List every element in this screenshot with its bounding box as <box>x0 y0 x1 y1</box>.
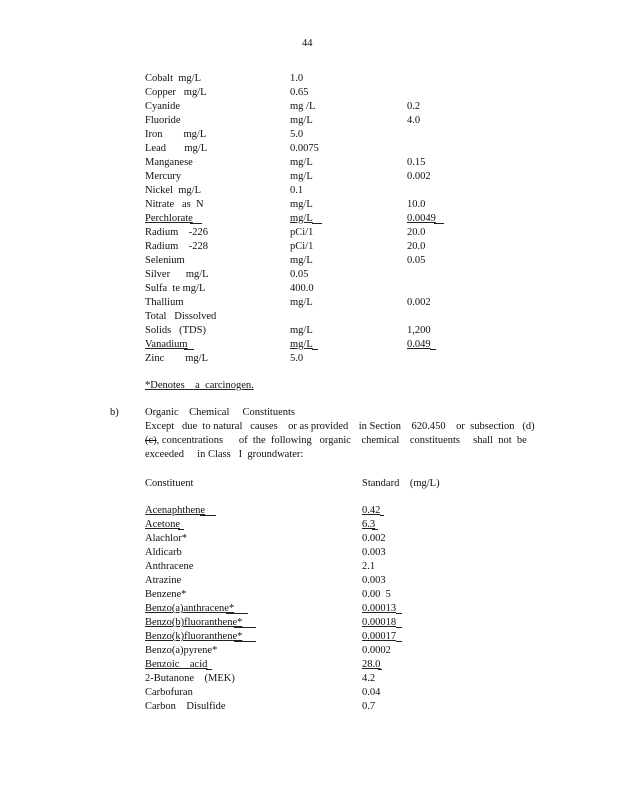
constituent-name: Atrazine <box>145 575 182 586</box>
constituent-name: Aldicarb <box>145 547 182 558</box>
table-row <box>0 644 618 658</box>
constituent-name: Mercury <box>145 171 182 182</box>
constituent-name: Sulfa te mg/L <box>145 283 206 294</box>
underline-rule <box>378 669 382 670</box>
underline-rule <box>396 627 402 628</box>
constituent-unit: 400.0 <box>290 283 314 294</box>
table-row <box>0 100 618 114</box>
table-row <box>0 338 618 352</box>
constituent-standard: 0.002 <box>362 533 386 544</box>
constituent-unit: 0.0075 <box>290 143 319 154</box>
constituent-standard: 0.003 <box>362 547 386 558</box>
constituent-unit: mg/L <box>290 199 313 210</box>
constituent-standard: 4.2 <box>362 673 376 684</box>
table-row <box>0 560 618 574</box>
constituent-standard: 20.0 <box>407 227 426 238</box>
table-row <box>0 546 618 560</box>
constituent-name: 2-Butanone (MEK) <box>145 673 235 684</box>
underline-rule <box>396 641 402 642</box>
constituent-unit: mg/L <box>290 339 313 350</box>
paragraph-line: Except due to natural causes or as provided in Section 620.450 or subsection (d) <box>145 421 535 432</box>
constituent-standard: 0.0049 <box>407 213 436 224</box>
constituent-unit: mg/L <box>290 213 313 224</box>
table-row <box>0 532 618 546</box>
table-row <box>0 296 618 310</box>
constituent-name: Vanadium <box>145 339 188 350</box>
table-row <box>0 672 618 686</box>
table-row <box>0 574 618 588</box>
constituent-unit: pCi/1 <box>290 227 314 238</box>
table-row <box>0 142 618 156</box>
constituent-unit: mg/L <box>290 171 313 182</box>
constituent-standard: 0.00018 <box>362 617 397 628</box>
constituent-name: Silver mg/L <box>145 269 209 280</box>
constituent-name: Carbon Disulfide <box>145 701 226 712</box>
underline-rule <box>184 349 194 350</box>
constituent-standard: 4.0 <box>407 115 421 126</box>
underline-rule <box>200 515 216 516</box>
constituent-name: Nitrate as N <box>145 199 204 210</box>
constituent-name: Total Dissolved <box>145 311 217 322</box>
constituent-name: Perchlorate <box>145 213 193 224</box>
constituent-name: Solids (TDS) <box>145 325 206 336</box>
table-row <box>0 602 618 616</box>
constituent-name: Benzo(a)pyrene* <box>145 645 218 656</box>
table-row <box>0 686 618 700</box>
page-number: 44 <box>302 38 313 49</box>
constituent-standard: 0.04 <box>362 687 381 698</box>
constituent-unit: 1.0 <box>290 73 304 84</box>
constituent-name: Benzene* <box>145 589 187 600</box>
constituent-standard: 28.0 <box>362 659 381 670</box>
constituent-standard: 6.3 <box>362 519 376 530</box>
constituent-standard: 0.7 <box>362 701 376 712</box>
constituent-name: Selenium <box>145 255 185 266</box>
constituent-standard: 0.05 <box>407 255 426 266</box>
underline-rule <box>190 223 202 224</box>
constituent-name: Radium -226 <box>145 227 208 238</box>
constituent-name: Benzo(b)fluoranthene* <box>145 617 243 628</box>
underline-rule <box>434 223 444 224</box>
section-label: b) <box>110 407 119 418</box>
underline-rule <box>380 515 384 516</box>
underline-rule <box>372 529 378 530</box>
underline-rule <box>206 669 212 670</box>
underline-rule <box>226 613 248 614</box>
table-row <box>0 212 618 226</box>
column-header-constituent: Constituent <box>145 478 194 489</box>
underline-rule <box>234 641 256 642</box>
constituent-name: Cyanide <box>145 101 180 112</box>
table-row <box>0 254 618 268</box>
section-heading: Organic Chemical Constituents <box>145 407 295 418</box>
table-row <box>0 518 618 532</box>
table-row <box>0 310 618 324</box>
constituent-unit: 0.05 <box>290 269 309 280</box>
table-row <box>0 268 618 282</box>
constituent-unit: 5.0 <box>290 353 304 364</box>
table-row <box>0 352 618 366</box>
table-row <box>0 184 618 198</box>
constituent-name: Manganese <box>145 157 193 168</box>
underline-rule <box>178 529 184 530</box>
constituent-standard: 0.42 <box>362 505 381 516</box>
constituent-name: Benzoic acid <box>145 659 208 670</box>
constituent-unit: 5.0 <box>290 129 304 140</box>
constituent-name: Cobalt mg/L <box>145 73 201 84</box>
table-row <box>0 170 618 184</box>
constituent-standard: 0.049 <box>407 339 431 350</box>
table-row <box>0 630 618 644</box>
constituent-name: Copper mg/L <box>145 87 207 98</box>
carcinogen-note: *Denotes a carcinogen. <box>145 380 254 391</box>
constituent-standard: 20.0 <box>407 241 426 252</box>
paragraph-line: exceeded in Class I groundwater: <box>145 449 304 460</box>
underline-rule <box>396 613 402 614</box>
constituent-standard: 0.002 <box>407 171 431 182</box>
constituent-unit: mg/L <box>290 115 313 126</box>
constituent-unit: mg/L <box>290 325 313 336</box>
table-row <box>0 588 618 602</box>
paragraph-line <box>145 434 527 448</box>
constituent-name: Benzo(a)anthracene* <box>145 603 235 614</box>
table-row <box>0 226 618 240</box>
constituent-unit: mg/L <box>290 297 313 308</box>
constituent-name: Radium -228 <box>145 241 208 252</box>
constituent-standard: 10.0 <box>407 199 426 210</box>
constituent-standard: 0.00013 <box>362 603 397 614</box>
paragraph-text: , concentrations of the following organic chemical constituents shall not be <box>156 435 527 446</box>
constituent-standard: 0.0002 <box>362 645 391 656</box>
constituent-name: Zinc mg/L <box>145 353 208 364</box>
table-row <box>0 658 618 672</box>
constituent-standard: 0.00 5 <box>362 589 391 600</box>
table-row <box>0 128 618 142</box>
table-row <box>0 504 618 518</box>
constituent-unit: pCi/1 <box>290 241 314 252</box>
underline-rule <box>312 223 322 224</box>
underline-rule <box>312 349 318 350</box>
constituent-name: Acenaphthene <box>145 505 206 516</box>
table-row <box>0 240 618 254</box>
constituent-name: Nickel mg/L <box>145 185 201 196</box>
table-row <box>0 700 618 714</box>
constituent-name: Thallium <box>145 297 184 308</box>
underline-rule <box>234 627 256 628</box>
table-row <box>0 282 618 296</box>
constituent-unit: mg /L <box>290 101 316 112</box>
constituent-unit: 0.65 <box>290 87 309 98</box>
constituent-name: Carbofuran <box>145 687 193 698</box>
constituent-standard: 2.1 <box>362 561 376 572</box>
constituent-name: Benzo(k)fluoranthene* <box>145 631 243 642</box>
table-row <box>0 198 618 212</box>
constituent-name: Alachlor* <box>145 533 187 544</box>
table-row <box>0 616 618 630</box>
constituent-standard: 0.00017 <box>362 631 397 642</box>
table-row <box>0 72 618 86</box>
constituent-standard: 0.15 <box>407 157 426 168</box>
constituent-standard: 0.003 <box>362 575 386 586</box>
constituent-name: Iron mg/L <box>145 129 207 140</box>
underline-rule <box>430 349 436 350</box>
constituent-name: Fluoride <box>145 115 181 126</box>
table-row <box>0 86 618 100</box>
constituent-name: Anthracene <box>145 561 194 572</box>
column-header-standard: Standard (mg/L) <box>362 478 440 489</box>
table-row <box>0 114 618 128</box>
constituent-unit: mg/L <box>290 255 313 266</box>
constituent-unit: 0.1 <box>290 185 304 196</box>
constituent-unit: mg/L <box>290 157 313 168</box>
constituent-standard: 0.002 <box>407 297 431 308</box>
struck-text: (c) <box>145 435 157 446</box>
constituent-name: Acetone <box>145 519 180 530</box>
table-row <box>0 324 618 338</box>
constituent-standard: 1,200 <box>407 325 431 336</box>
constituent-name: Lead mg/L <box>145 143 208 154</box>
table-row <box>0 156 618 170</box>
constituent-standard: 0.2 <box>407 101 421 112</box>
